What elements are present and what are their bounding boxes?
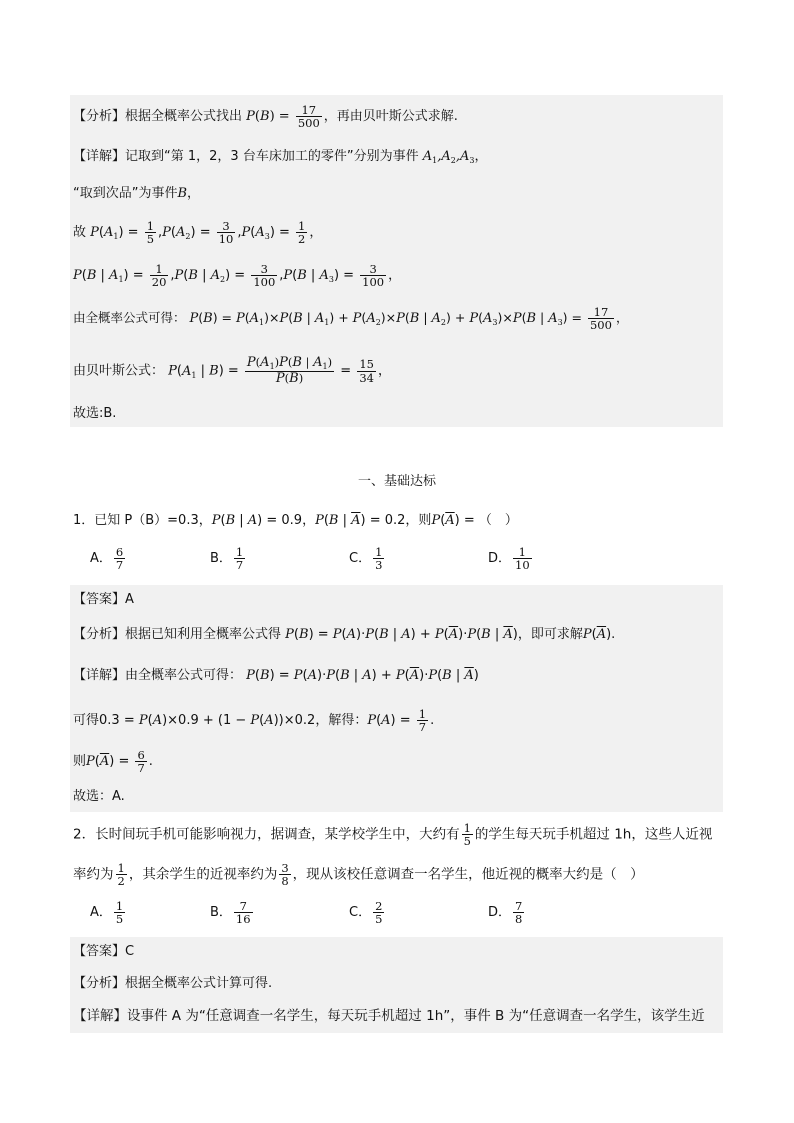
conditional-probabilities-line: P(B | $A_1$) = $\frac{1}{20}$ ,P(B | $A_2$) = $\frac{3}{100}$ ,P(B | $A_3$) = $\frac{3}{100}$ ， (73, 262, 402, 290)
q1-option-b[interactable]: B． $\frac{1}{7}$ (210, 545, 244, 573)
q2-option-d[interactable]: D． $\frac{7}{8}$ (488, 899, 523, 927)
prior-probabilities-line: 故 $P(A_1)$ = $\frac{1}{5}$ $,P(A_2)$ = $\frac{3}{10}$ $,P(A_3)$ = $\frac{1}{2}$ ， (73, 219, 323, 247)
q2-analysis: 【分析】根据全概率公式计算可得. (73, 976, 273, 991)
q1-equation: 可得0.3 = P(A)×0.9 + (1 − P(A))×0.2，解得：P(A) = $\frac{1}{7}$ . (73, 707, 435, 735)
event-b-line: “取到次品”为事件B， (73, 186, 201, 201)
analysis-line: 【分析】根据全概率公式找出 P(B) = $\frac{17}{500}$ ，再由贝叶斯公式求解. (73, 103, 458, 131)
q2-option-c[interactable]: C． $\frac{2}{5}$ (349, 899, 383, 927)
bayes-line: 由贝叶斯公式： $P(A_1$ | B) = $\frac{P(A_1)P(B | A_1)}{P(B)}$ = $\frac{15}{34}$ ， (73, 355, 391, 387)
q1-option-a[interactable]: A． $\frac{6}{7}$ (90, 545, 124, 573)
q2-stem-line2: 率约为 $\frac{1}{2}$ ，其余学生的近视率约为 $\frac{3}{8}$ ，现从该校任意调查一名学生，他近视的概率大约是（ ） (73, 861, 644, 889)
q1-detail: 【详解】由全概率公式可得： P(B) = P(A)·P(B | $A) + P(\overline{A})\cdot P(B$ | $\overline{A}$) (73, 668, 479, 683)
q2-answer: 【答案】C (73, 944, 135, 959)
q1-stem: 1．已知 P（B）=0.3，P(B | A) = 0.9，P(B | $\overline{A}) = 0.2$，则$P(\overline{A})$ = （ ） (73, 513, 518, 528)
detail-line: 【详解】记取到“第 1，2，3 台车床加工的零件”分别为事件 $A_1,A_2,A_3$， (73, 149, 488, 165)
q2-detail: 【详解】设事件 A 为“任意调查一名学生，每天玩手机超过 1h”，事件 B 为“任意调查一名学生，该学生近 (73, 1008, 705, 1024)
q1-option-d[interactable]: D． $\frac{1}{10}$ (488, 545, 530, 573)
q1-analysis: 【分析】根据已知利用全概率公式得 P(B) = P(A)·P(B | $A) + P(\overline{A})\cdot P(B$ | $\overline{A}$)，即可求解$P(\overline{A})$. (73, 627, 616, 642)
block1-answer: 故选:B. (73, 406, 117, 421)
q1-answer: 【答案】A (73, 592, 134, 607)
q1-result: 则$P(\overline{A})$ = $\frac{6}{7}$ . (73, 748, 153, 776)
q1-final: 故选：A. (73, 789, 125, 804)
q2-option-b[interactable]: B． $\frac{7}{16}$ (210, 899, 251, 927)
q1-option-c[interactable]: C． $\frac{1}{3}$ (349, 545, 383, 573)
q2-stem-line1: 2．长时间玩手机可能影响视力，据调查，某学校学生中，大约有 $\frac{1}{5}$ 的学生每天玩手机超过 1h，这些人近视 (73, 821, 713, 849)
q1-solution-background (70, 585, 723, 812)
total-probability-line: 由全概率公式可得： $P(B) = P(A_1)\times P(B$ | $A_1) + P(A_2)\times P(B$ | $A_2) + P(A_3)\times P(B$ | $A_3$) = $\frac{17}{500}$ ， (73, 305, 629, 333)
section-heading: 一、基础达标 (357, 474, 436, 489)
q2-option-a[interactable]: A． $\frac{1}{5}$ (90, 899, 124, 927)
